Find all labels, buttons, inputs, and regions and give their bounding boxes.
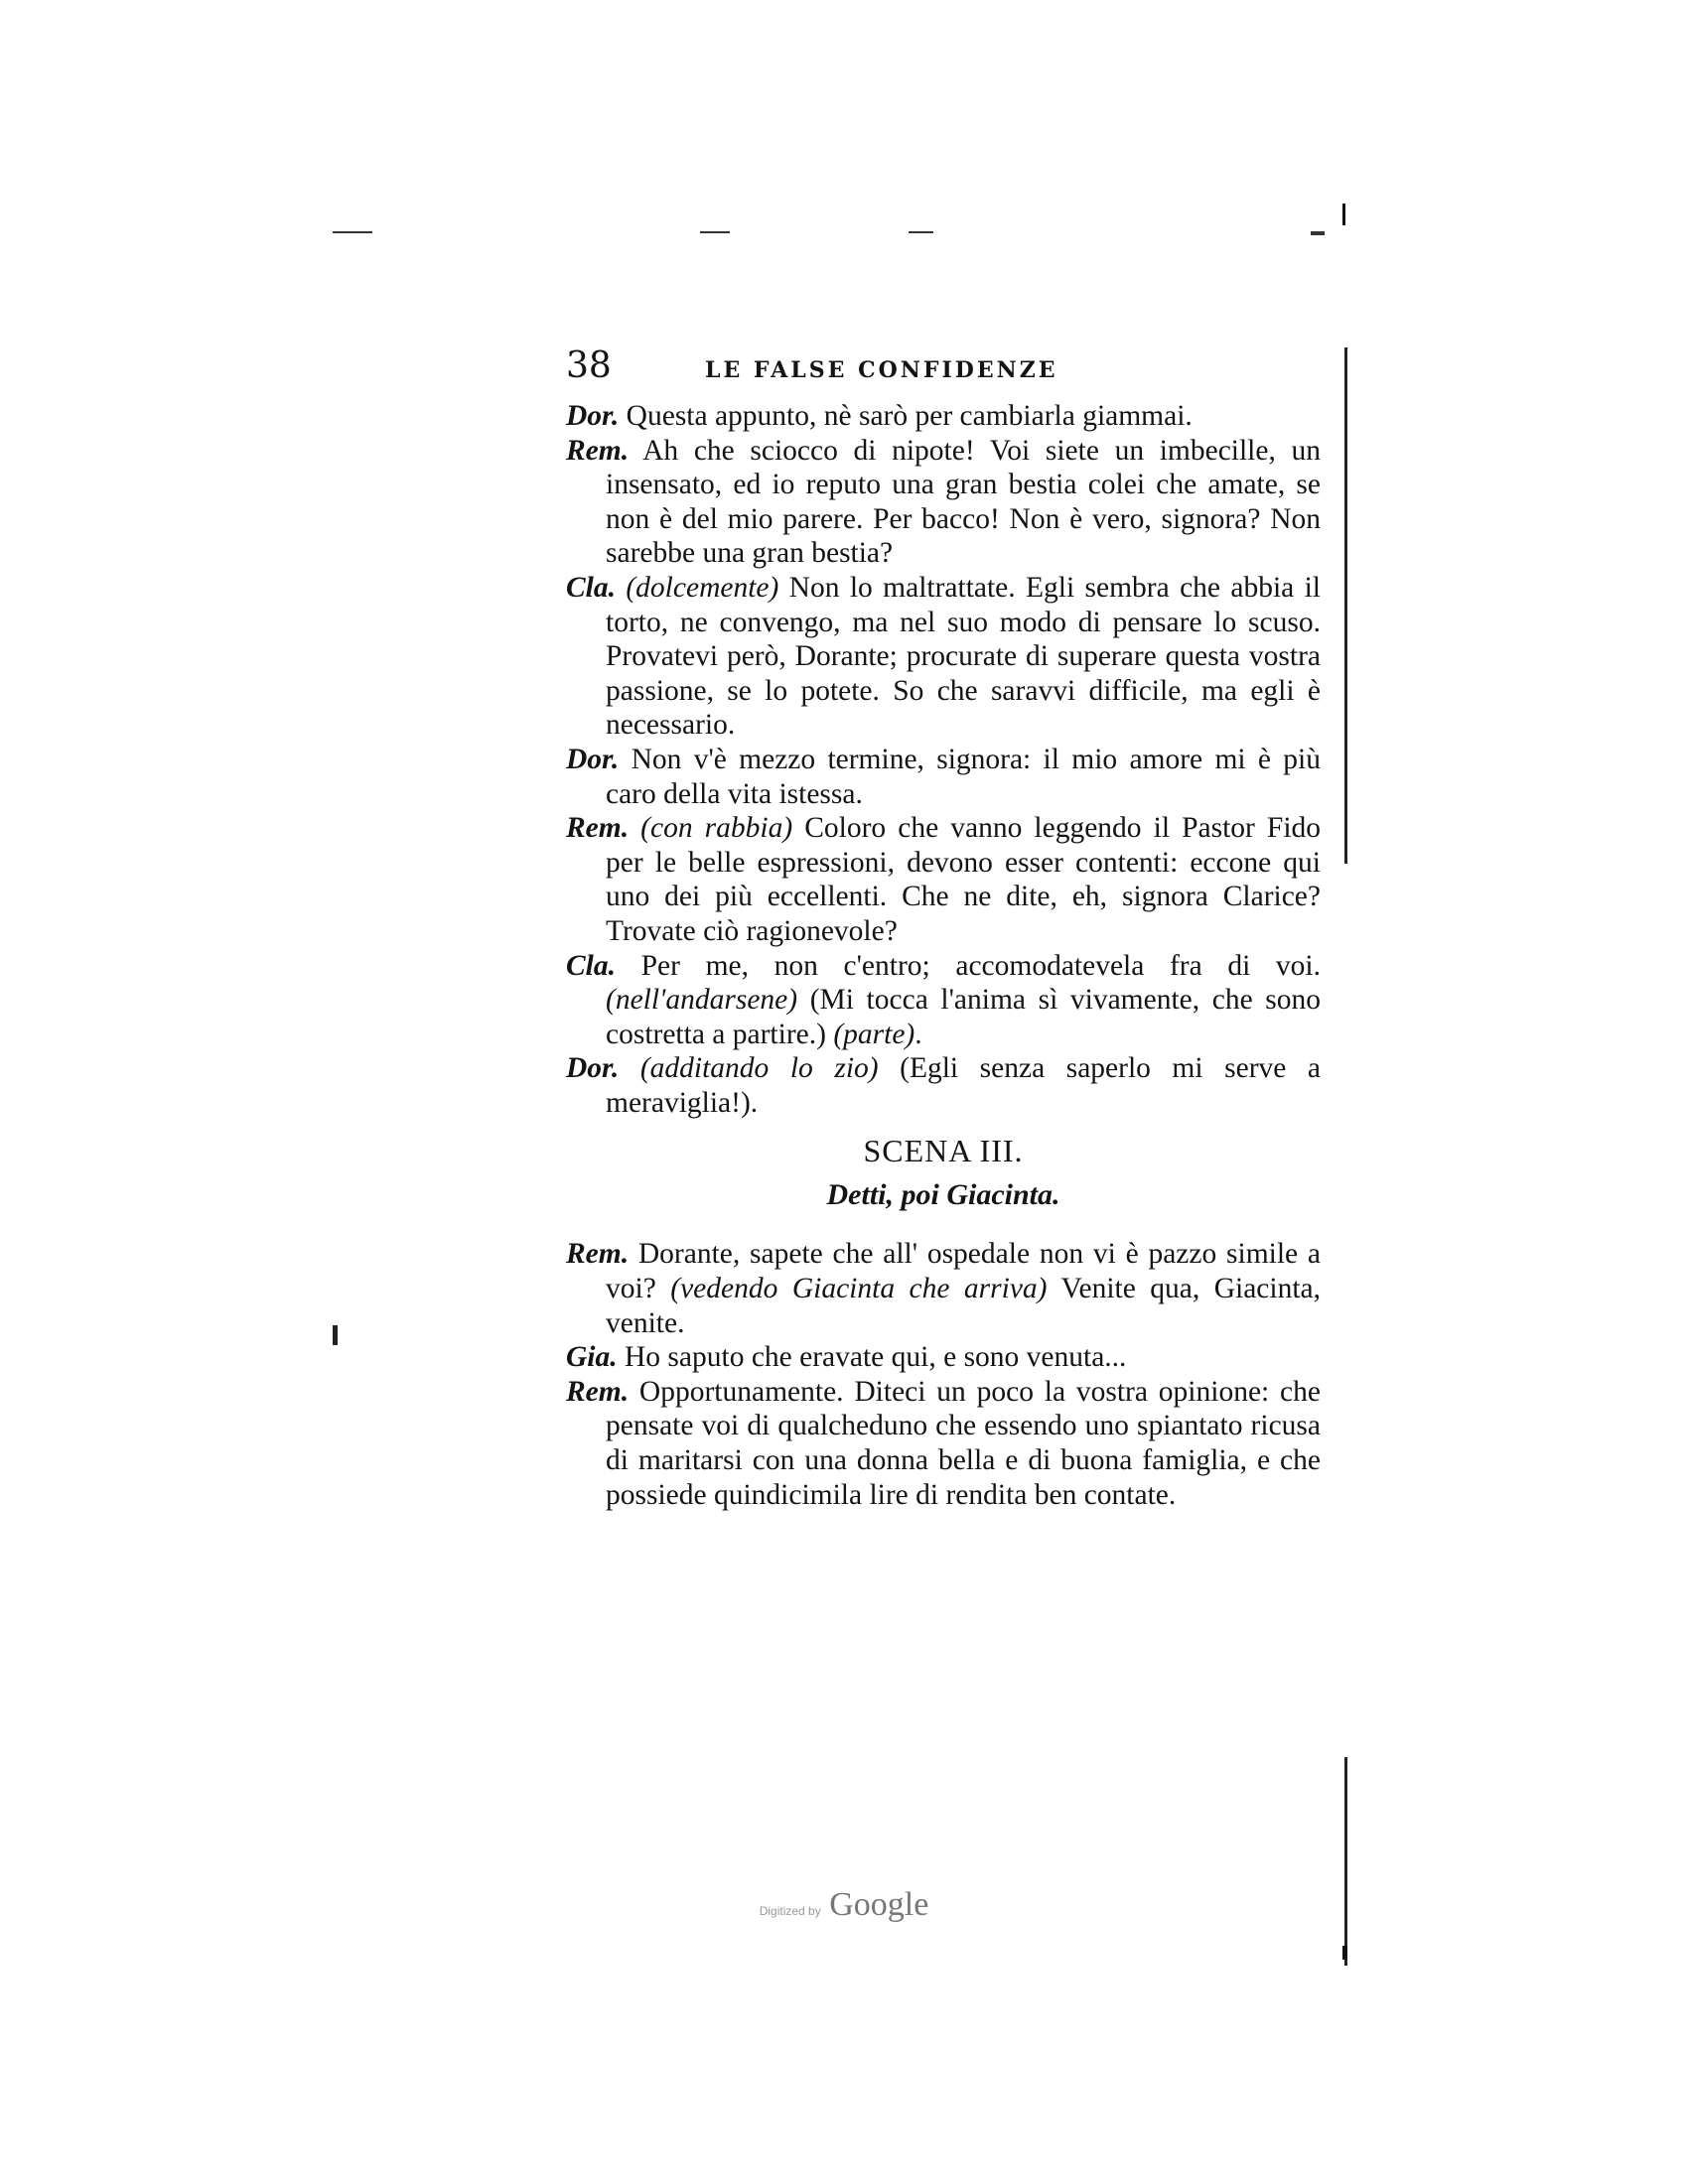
stage-direction: (con rabbia) [640,812,793,845]
speech-text: . [914,1018,922,1050]
scan-speck [1342,204,1345,225]
speech [566,811,1321,948]
page-header [566,345,1321,399]
speaker-name: Cla. [566,571,616,604]
scan-speck [333,1325,338,1345]
speech-text: Non v'è mezzo termine, signora: il mio amore mi è più caro della vita istessa. [606,743,1321,810]
stage-direction: (additando lo zio) [639,1052,879,1085]
speech-text: Opportunamente. Diteci un poco la vostra opinione: che pensate voi di qualcheduno che essendo uno spiantato ricusa di maritarsi con una donna bella e di buona famiglia, e che possiede quindicimila lire di rendita ben contate. [606,1375,1321,1511]
book-page [566,345,1321,1512]
dialogue-block [566,1237,1321,1512]
page-number: 38 [566,345,612,386]
speech [566,1340,1321,1375]
scan-dash [333,231,372,233]
speaker-name: Rem. [566,434,630,467]
speech-text: Dorante, sapete che all' ospedale non vi è pazzo simile a voi? [606,1238,1321,1305]
scene-title: SCENA III. [863,1133,1024,1169]
speaker-name: Rem. [566,812,630,845]
running-head: LE FALSE CONFIDENZE [705,357,1058,383]
scan-margin-line [1344,347,1347,864]
stage-direction: (parte) [833,1018,915,1050]
stage-direction: (dolcemente) [626,571,779,604]
scan-dash [909,231,933,233]
speech-text [616,572,626,604]
speaker-name: Cla. [566,949,616,982]
speech [566,399,1321,434]
speech-text [619,1052,640,1084]
speech [566,571,1321,743]
scan-speck [1342,1946,1347,1960]
speech-text: Non lo maltrattate. Egli sembra che abbia il torto, ne convengo, ma nel suo modo di pensare lo scuso. Provatevi però, Dorante; procurate di superare questa vostra passione, se lo potete. So che saravvi difficile, ma egli è necessario. [606,571,1321,742]
stage-direction: (nell'andarsene) [606,984,798,1017]
scene-cast: Detti, poi Giacinta. [826,1178,1060,1212]
speech [566,1237,1321,1340]
speech-text: Per me, non c'entro; accomodatevela fra di voi. [616,949,1321,982]
google-brand: Google [829,1886,929,1923]
digitized-watermark [0,1886,1688,1924]
scan-dash [1311,231,1325,235]
scan-margin-line [1344,1757,1347,1966]
speech [566,1051,1321,1120]
speech-text: Ah che sciocco di nipote! Voi siete un imbecille, un insensato, ed io reputo una gran bestia colei che amate, se non è del mio parere. Per bacco! Non è vero, signora? Non sarebbe una gran bestia? [606,434,1321,570]
speech-text: (Egli senza saperlo mi serve a meraviglia!). [606,1052,1321,1119]
speaker-name: Dor. [566,743,620,775]
speech-text: Ho saputo che eravate qui, e sono venuta... [617,1341,1127,1374]
speaker-name: Rem. [566,1238,630,1271]
digitized-label: Digitized by [759,1904,821,1918]
speaker-name: Rem. [566,1375,630,1408]
speech-text [629,812,640,844]
speaker-name: Dor. [566,1052,620,1085]
speech [566,434,1321,571]
scan-dash [700,231,730,233]
speaker-name: Gia. [566,1341,618,1374]
speech [566,743,1321,811]
speech-text: Questa appunto, nè sarò per cambiarla giammai. [619,400,1193,432]
speech-text: Venite qua, Giacinta, venite. [606,1273,1321,1339]
speaker-name: Dor. [566,400,620,432]
speech-text: Coloro che vanno leggendo il Pastor Fido per le belle espressioni, devono esser contenti: eccone qui uno dei più eccellenti. Che ne dite, eh, signora Clarice? Trovate ciò ragionevole? [606,812,1322,947]
stage-direction: (vedendo Giacinta che arriva) [670,1273,1048,1305]
speech [566,949,1321,1052]
speech [566,1375,1321,1512]
speech-text: (Mi tocca l'anima sì vivamente, che sono costretta a partire.) [606,984,1321,1050]
dialogue-block [566,399,1321,1120]
